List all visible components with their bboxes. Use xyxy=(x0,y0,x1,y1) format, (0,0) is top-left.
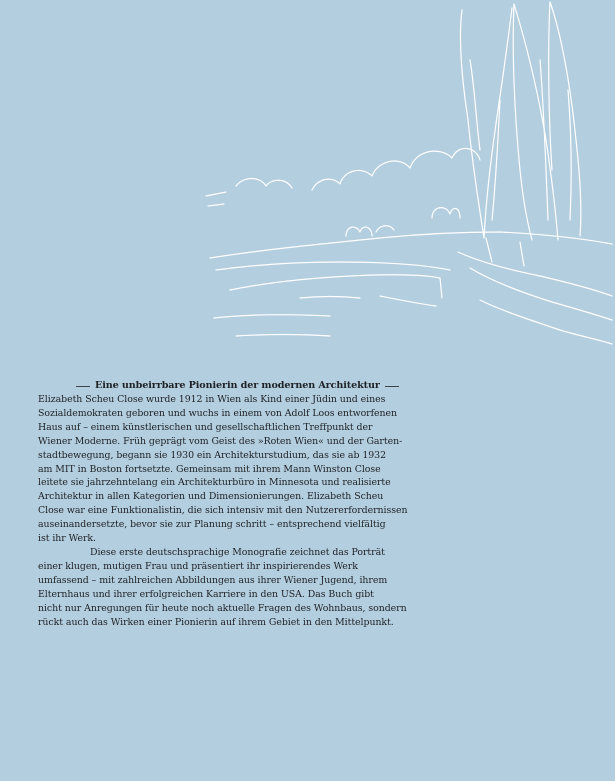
text-line: am MIT in Boston fortsetzte. Gemeinsam mit ihrem Mann Winston Close xyxy=(38,463,381,475)
text-line: Wiener Moderne. Früh geprägt vom Geist des »Roten Wien« und der Garten- xyxy=(38,435,403,447)
article-text-block xyxy=(38,379,438,629)
shrub-sketch xyxy=(346,227,372,236)
text-line: rückt auch das Wirken einer Pionierin auf ihrem Gebiet in den Mittelpunkt. xyxy=(38,616,394,628)
horizon-line xyxy=(210,232,612,258)
text-line: nicht nur Anregungen für heute noch aktuelle Fragen des Wohnbaus, sondern xyxy=(38,602,407,614)
text-line: einer klugen, mutigen Frau und präsentiert ihr inspirierendes Werk xyxy=(38,560,358,572)
headline-row xyxy=(38,379,438,393)
paragraph-2 xyxy=(38,546,438,629)
cypress-tree-right xyxy=(549,2,581,236)
landscape-sketch-illustration xyxy=(0,0,615,350)
text-line: Sozialdemokraten geboren und wuchs in einem von Adolf Loos entworfenen xyxy=(38,407,397,419)
text-line: umfassend – mit zahlreichen Abbildungen aus ihrer Wiener Jugend, ihrem xyxy=(38,574,388,586)
cypress-tree-center xyxy=(513,4,558,240)
text-line: Close war eine Funktionalistin, die sich intensiv mit den Nutzererfordernissen xyxy=(38,505,408,517)
text-line: leitete sie jahrzehntelang ein Architekturbüro in Minnesota und realisierte xyxy=(38,477,391,489)
headline-rule-right xyxy=(385,386,399,387)
headline: Eine unbeirrbare Pionierin der modernen Architektur xyxy=(95,380,380,391)
cypress-tree-left xyxy=(460,8,512,238)
cloud-sketch xyxy=(312,148,480,190)
text-line: ist ihr Werk. xyxy=(38,533,96,545)
paragraph-1 xyxy=(38,393,438,546)
text-line: Elizabeth Scheu Close wurde 1912 in Wien als Kind einer Jüdin und eines xyxy=(38,394,386,405)
text-line: Elternhaus und ihrer erfolgreichen Karriere in den USA. Das Buch gibt xyxy=(38,588,374,600)
text-line: Architektur in allen Kategorien und Dimensionierungen. Elizabeth Scheu xyxy=(38,491,384,503)
terrain-wall xyxy=(230,275,442,298)
text-line: stadtbewegung, begann sie 1930 ein Architekturstudium, das sie ab 1932 xyxy=(38,449,387,461)
text-line: Haus auf – einem künstlerischen und gesellschaftlichen Treffpunkt der xyxy=(38,421,373,433)
text-line: auseinandersetzte, bevor sie zur Planung schritt – entsprechend vielfältig xyxy=(38,519,386,531)
text-line-indented: Diese erste deutschsprachige Monografie zeichnet das Porträt xyxy=(90,546,385,558)
headline-rule-left xyxy=(76,386,90,387)
